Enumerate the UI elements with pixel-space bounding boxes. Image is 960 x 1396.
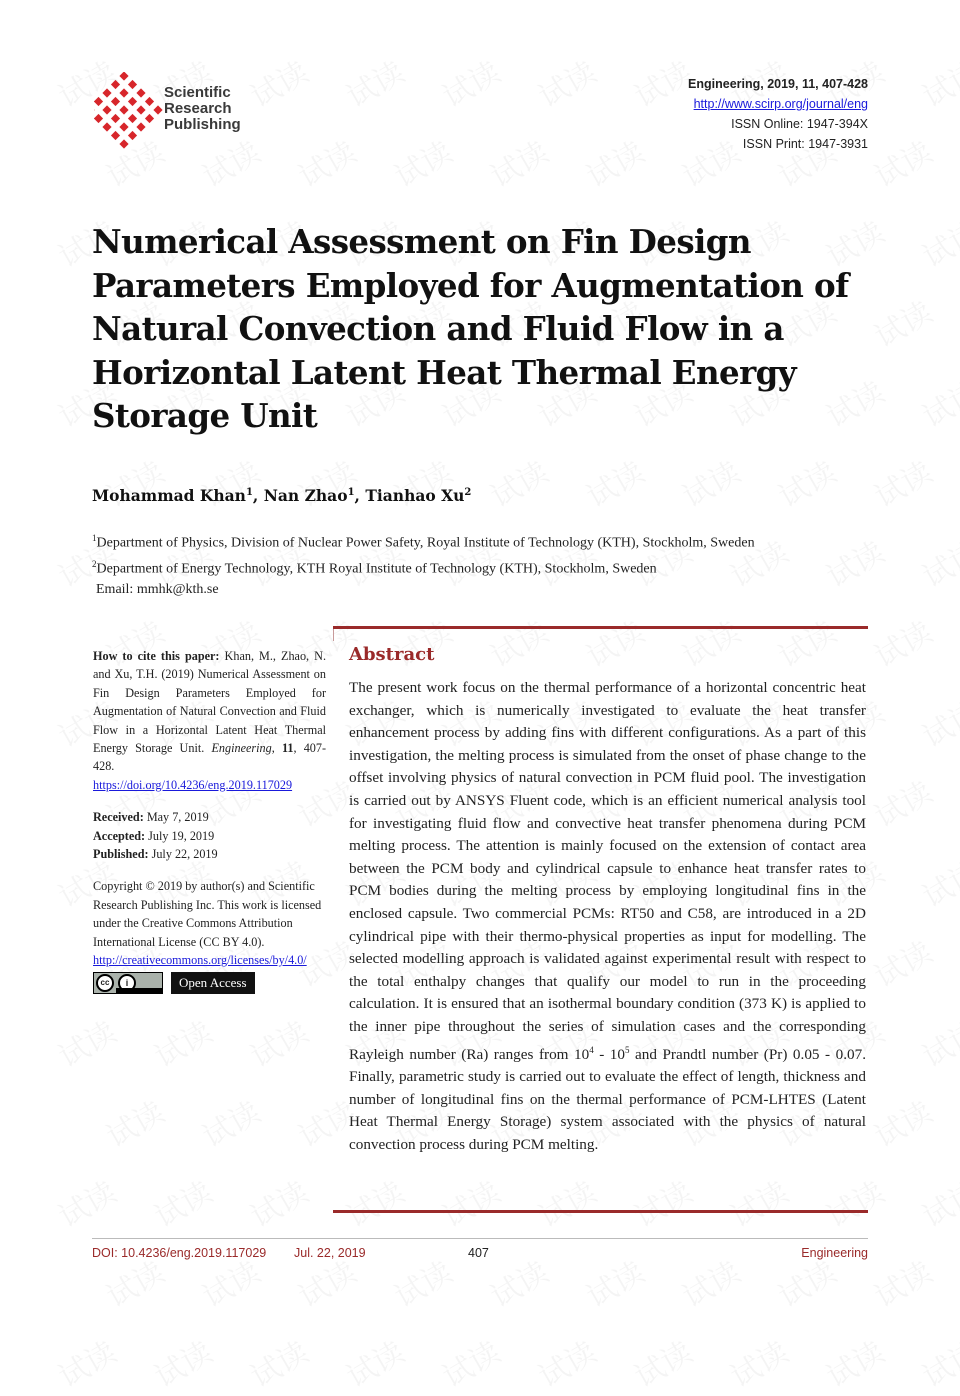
logo-square: [111, 114, 120, 123]
footer-doi: DOI: 10.4236/eng.2019.117029: [92, 1246, 267, 1260]
abstract-text: and Prandtl number (Pr) 0.05 - 0.07. Finally, parametric study is carried out to evaluate the effect of length, thickness and number of longitudinal fins on the thermal performance of PCM-LHTES (Latent Heat Thermal Energy Storage) system associated with the physics of natural convection process during PCM melting.: [349, 1045, 866, 1153]
watermark-glyph: [481, 608, 555, 676]
watermark-glyph: [577, 1248, 651, 1316]
logo-square: [102, 105, 111, 114]
watermark-glyph: [433, 48, 507, 116]
citation-pages: , 407-428.: [93, 741, 327, 774]
watermark-glyph: [193, 1088, 267, 1156]
watermark-glyph: [913, 1168, 960, 1236]
watermark-glyph: [97, 1088, 171, 1156]
received-date: May 7, 2019: [146, 810, 209, 825]
affiliations: [92, 528, 892, 600]
watermark-glyph: [769, 448, 843, 516]
cc-badge-bar: [116, 988, 162, 993]
watermark-glyph: [193, 448, 267, 516]
logo-square: [102, 122, 111, 131]
logo-square: [136, 88, 145, 97]
citation-block: How to cite this paper: Khan, M., Zhao, N. and Xu, T.H. (2019) Numerical Assessment on Fin Design Parameters Employed for Augmentation of Natural Convection and Fluid Flow in a Horizontal Latent Heat Thermal Energy Storage Unit. Engineering, 11, 407-428. https://doi.org/10.4236/eng.2019.117029: [93, 649, 327, 792]
abstract-bottom-rule: [333, 1210, 868, 1213]
watermark-glyph: [241, 1328, 315, 1396]
citation-label: How to cite this paper:: [93, 649, 220, 663]
page-number: 407: [468, 1246, 489, 1260]
abstract-body: [349, 677, 866, 1157]
license-link[interactable]: http://creativecommons.org/licenses/by/4.0/: [93, 953, 307, 968]
watermark-glyph: [49, 1328, 123, 1396]
logo-square: [119, 122, 128, 131]
watermark-glyph: [577, 608, 651, 676]
citation-text: Khan, M., Zhao, N. and Xu, T.H. (2019) Numerical Assessment on Fin Design Parameters Employed for Augmentation of Natural Convection and Fluid Flow in a Horizontal Latent Heat Thermal Energy Storage Unit.: [93, 649, 327, 756]
watermark-glyph: [913, 368, 960, 436]
watermark-glyph: [817, 1168, 891, 1236]
abstract-side-rule: [333, 629, 334, 641]
watermark-glyph: [865, 928, 939, 996]
article-sidebar: [93, 647, 326, 994]
citation-doi-link[interactable]: https://doi.org/10.4236/eng.2019.117029: [93, 777, 293, 792]
published-label: Published:: [93, 847, 149, 862]
logo-square: [128, 131, 137, 140]
footer-date: Jul. 22, 2019: [294, 1246, 366, 1260]
watermark-glyph: [817, 1328, 891, 1396]
watermark-glyph: [433, 1328, 507, 1396]
watermark-glyph: [721, 1168, 795, 1236]
logo-square: [111, 131, 120, 140]
watermark-glyph: [481, 128, 555, 196]
publisher-name-line: Scientific: [164, 84, 231, 101]
abstract-exponent: 5: [624, 1044, 630, 1055]
affiliation-text: Department of Energy Technology, KTH Royal Institute of Technology (KTH), Stockholm, Sweden: [96, 561, 657, 577]
watermark-glyph: [385, 1248, 459, 1316]
footer-journal: Engineering: [801, 1246, 868, 1260]
citation-journal: Engineering: [211, 741, 272, 756]
watermark-glyph: [673, 448, 747, 516]
journal-url-link[interactable]: http://www.scirp.org/journal/eng: [693, 97, 868, 111]
watermark-glyph: [145, 1008, 219, 1076]
copyright-text: Copyright © 2019 by author(s) and Scientific Research Publishing Inc. This work is licensed under the Creative Commons Attribution International License (CC BY 4.0).: [93, 879, 322, 949]
citation-volume: 11: [281, 741, 294, 756]
publisher-name-line: Research: [164, 100, 232, 117]
watermark-glyph: [673, 1248, 747, 1316]
affiliation-number: 1: [92, 533, 97, 543]
issn-online: ISSN Online: 1947-394X: [731, 117, 868, 131]
author-affiliation-mark: 1: [347, 486, 355, 498]
logo-square: [128, 80, 137, 89]
watermark-glyph: [385, 448, 459, 516]
logo-square: [128, 97, 137, 106]
watermark-glyph: [385, 128, 459, 196]
watermark-glyph: [529, 48, 603, 116]
watermark-glyph: [145, 1328, 219, 1396]
author-affiliation-mark: 2: [464, 486, 472, 498]
watermark-glyph: [913, 1008, 960, 1076]
logo-square: [128, 114, 137, 123]
contact-email: Email: mmhk@kth.se: [96, 582, 219, 598]
watermark-glyph: [49, 1008, 123, 1076]
affiliation-text: Department of Physics, Division of Nuclear Power Safety, Royal Institute of Technology (KTH), Stockholm, Sweden: [96, 535, 755, 551]
watermark-glyph: [913, 1328, 960, 1396]
dates-block: [93, 808, 326, 863]
publisher-name-line: Publishing: [164, 116, 241, 133]
watermark-glyph: [913, 528, 960, 596]
logo-square: [153, 105, 162, 114]
watermark-glyph: [577, 128, 651, 196]
watermark-glyph: [673, 608, 747, 676]
accepted-date: July 19, 2019: [148, 828, 215, 843]
author-name: Mohammad Khan: [92, 486, 246, 505]
watermark-glyph: [289, 128, 363, 196]
logo-square: [94, 105, 95, 114]
logo-square: [145, 97, 154, 106]
watermark-glyph: [913, 688, 960, 756]
cc-icon: cc: [96, 974, 114, 992]
received-label: Received:: [93, 810, 144, 825]
watermark-glyph: [913, 848, 960, 916]
abstract-exponent: 4: [589, 1044, 594, 1055]
watermark-glyph: [721, 1328, 795, 1396]
author-name: Tianhao Xu: [365, 486, 465, 505]
watermark-glyph: [865, 608, 939, 676]
watermark-glyph: [97, 448, 171, 516]
watermark-glyph: [577, 448, 651, 516]
watermark-glyph: [289, 448, 363, 516]
logo-square: [119, 105, 128, 114]
accepted-label: Accepted:: [93, 828, 146, 843]
author-affiliation-mark: 1: [245, 486, 253, 498]
logo-square: [119, 139, 128, 148]
watermark-glyph: [433, 1168, 507, 1236]
watermark-glyph: [865, 128, 939, 196]
logo-square: [119, 72, 128, 81]
watermark-glyph: [769, 608, 843, 676]
affiliation-line: [92, 554, 892, 580]
logo-square: [102, 88, 111, 97]
affiliation-line: [92, 528, 892, 554]
published-date: July 22, 2019: [151, 847, 218, 862]
watermark-glyph: [49, 1168, 123, 1236]
watermark-glyph: [625, 1328, 699, 1396]
affiliation-number: 2: [92, 558, 97, 569]
watermark-glyph: [865, 448, 939, 516]
abstract-text: - 10: [593, 1045, 625, 1063]
watermark-glyph: [241, 1008, 315, 1076]
journal-info: [688, 74, 868, 154]
watermark-glyph: [337, 1328, 411, 1396]
watermark-glyph: [529, 1168, 603, 1236]
logo-square: [111, 80, 120, 89]
abstract-top-rule: [333, 626, 868, 629]
footer-rule: [92, 1238, 868, 1239]
author-list: Mohammad Khan$^1$, Nan Zhao$^1$, Tianhao Xu$^2$: [92, 486, 472, 505]
watermark-glyph: [625, 1168, 699, 1236]
copyright-block: [93, 877, 326, 969]
watermark-glyph: [865, 1248, 939, 1316]
paper-title: Numerical Assessment on Fin Design Parameters Employed for Augmentation of Natural Convection and Fluid Flow in a Horizontal Latent Heat Thermal Energy Storage Unit: [92, 222, 849, 435]
watermark-glyph: [865, 768, 939, 836]
watermark-glyph: [913, 208, 960, 276]
watermark-glyph: [913, 48, 960, 116]
logo-square: [136, 122, 145, 131]
journal-reference: Engineering, 2019, 11, 407-428: [688, 77, 868, 91]
logo-square: [111, 97, 120, 106]
license-badges: [93, 972, 326, 994]
watermark-glyph: [385, 608, 459, 676]
logo-square: [145, 114, 154, 123]
watermark-glyph: [529, 1328, 603, 1396]
issn-print: ISSN Print: 1947-3931: [742, 137, 868, 151]
logo-square: [136, 105, 145, 114]
watermark-glyph: [481, 1248, 555, 1316]
cc-by-badge[interactable]: [93, 972, 163, 994]
abstract-text: The present work focus on the thermal performance of a horizontal concentric heat exchanger, which is numerically investigated to evaluate the heat transfer enhancement process by adding fins with different configurations. As a part of this investigation, the melting process is simulated from the onset of phase change to the offset involving physics of natural convection in PCM fluid pool. The investigation is carried out by ANSYS Fluent code, which is an efficient numerical analysis tool for investigating fluid flow and convective heat transfer phenomena during PCM melting process. The attention is mainly focused on the extension of contact area between the PCM body and cylindrical capsule to enhance heat transfer rates to PCM bodies during the melting process by employing longitudinal fins in the enclosed capsule. Two commercial PCMs: RT50 and C58, are introduced in a 2D cylindrical pipe with their thermo-physical properties as input for modelling. The selected modelling approach is validated against experimental result with respect to the total enthalpy changes that qualify our model to run in the proceeding calculation. It is ensured that an isothermal boundary condition (373 K) is applied to the inner pipe throughout the series of simulation cases and the corresponding Rayleigh number (Ra) ranges from 10: [349, 679, 866, 1063]
watermark-glyph: [481, 448, 555, 516]
watermark-glyph: [337, 48, 411, 116]
publisher-name: [164, 85, 241, 133]
watermark-glyph: [337, 1168, 411, 1236]
attribution-icon: i: [118, 974, 136, 992]
author-name: Nan Zhao: [263, 486, 348, 505]
logo-square: [94, 97, 103, 106]
logo-square: [94, 114, 103, 123]
abstract-heading: Abstract: [349, 644, 435, 665]
watermark-glyph: [241, 1168, 315, 1236]
watermark-glyph: [865, 1088, 939, 1156]
open-access-badge: Open Access: [171, 972, 255, 994]
logo-square: [119, 88, 128, 97]
watermark-glyph: [145, 1168, 219, 1236]
